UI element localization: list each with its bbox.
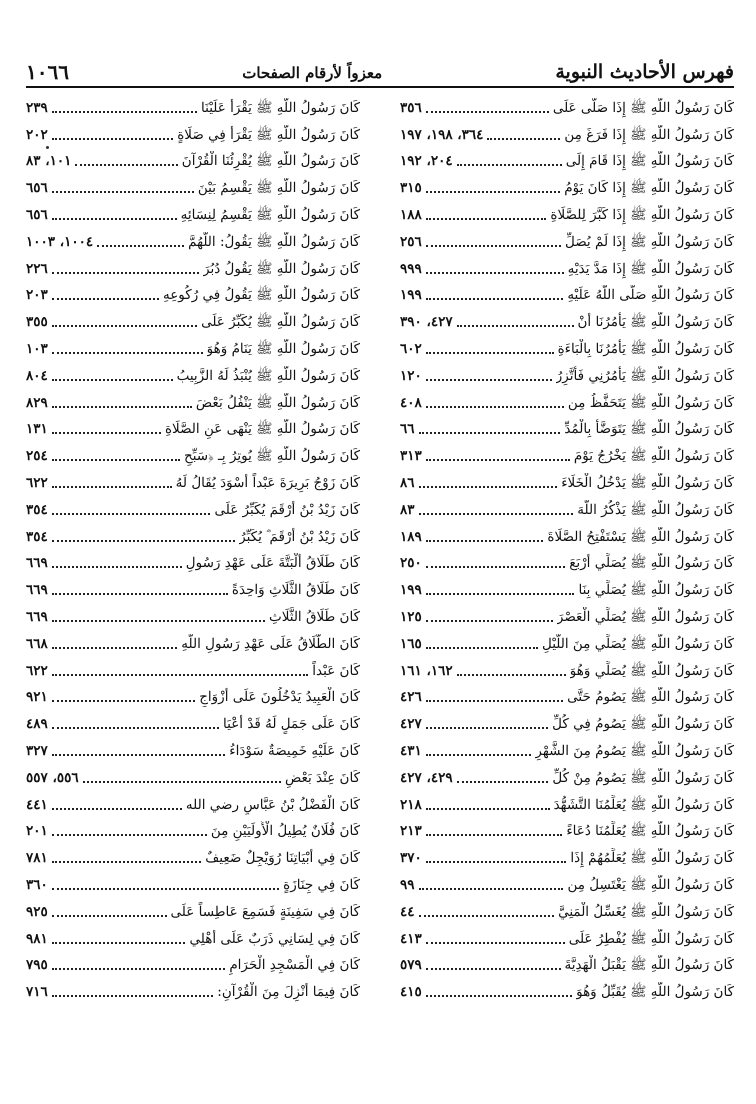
index-entry xyxy=(400,949,734,976)
index-entry xyxy=(400,118,734,145)
index-entry xyxy=(400,520,734,547)
hadith-text: كَانَ رَسُولُ اللَّهِ ﷺ يَغْتَسِلُ مِن xyxy=(567,876,734,893)
index-entry xyxy=(400,332,734,359)
dot-leader xyxy=(52,218,177,220)
hadith-text: كَانَ رَسُولُ اللَّهِ ﷺ يَقُولُ دُبُرَ xyxy=(203,260,360,277)
page-reference: ١٨٩ xyxy=(400,528,422,545)
hadith-text: كَانَ عِنْدَ بَعْضِ xyxy=(284,769,360,786)
dot-leader xyxy=(52,942,186,944)
page-reference: ٣٥٤ xyxy=(26,528,48,545)
dot-leader xyxy=(52,647,178,649)
index-entry xyxy=(400,761,734,788)
index-entry xyxy=(26,359,360,386)
dot-leader xyxy=(52,674,309,676)
dot-leader xyxy=(457,674,566,676)
dot-leader xyxy=(419,513,574,515)
page-reference: ١٩٩ xyxy=(400,582,422,599)
dot-leader xyxy=(52,379,173,381)
index-entry xyxy=(26,868,360,895)
page-reference: ٣١٥ xyxy=(400,180,422,197)
index-entry xyxy=(400,439,734,466)
hadith-text: كَانَ رَسُولُ اللَّهِ ﷺ يُصَلِّي وَهُوَ xyxy=(569,662,734,679)
hadith-text: كَانَ زَوْجُ بَرِيرَةَ عَبْداً أَسْوَدَ يُقَالُ لَهُ xyxy=(175,474,360,491)
index-entry xyxy=(400,413,734,440)
page-reference: ٤٢٧ xyxy=(400,716,422,733)
dot-leader xyxy=(52,138,173,140)
index-entry xyxy=(26,225,360,252)
index-entry xyxy=(26,788,360,815)
left-column xyxy=(26,91,360,1002)
dot-leader xyxy=(52,620,265,622)
hadith-text: كَانَ رَسُولُ اللَّهِ ﷺ يَقْرَأُ عَلَيْنَا xyxy=(201,99,360,116)
page-reference: ٣٦٠ xyxy=(26,876,48,893)
dot-leader xyxy=(426,406,564,408)
index-entry xyxy=(26,386,360,413)
page-reference: ٤١٣ xyxy=(400,930,422,947)
page-reference: ٦٦٩ xyxy=(26,555,48,572)
index-entry xyxy=(26,761,360,788)
hadith-text: كَانَ الْفَضْلُ بْنُ عَبَّاسٍ رضي الله xyxy=(185,796,360,813)
hadith-text: كَانَ الْعَبِيدُ يَدْخُلُونَ عَلَى أَزْوَاجِ xyxy=(199,689,360,706)
hadith-text: كَانَ طَلَاقُ أَلْبَتَّةَ عَلَى عَهْدِ رَسُولِ xyxy=(185,555,360,572)
dot-leader xyxy=(52,513,211,515)
dot-leader xyxy=(426,218,547,220)
hadith-text: كَانَ رَسُولُ اللَّهِ ﷺ يَخْرُجُ يَوْمَ xyxy=(573,448,734,465)
dot-leader xyxy=(52,352,203,354)
dot-leader xyxy=(419,915,555,917)
hadith-text: كَانَ رَسُولُ اللَّهِ ﷺ يُقْرِئُنَا الْقُرْآنَ xyxy=(181,153,360,170)
page-reference: ٤٢٩، ٤٢٧ xyxy=(400,769,453,786)
hadith-text: كَانَ رَسُولُ اللَّهِ ﷺ يَقْسِمُ لِنِسَائِهِ xyxy=(180,206,360,223)
page-reference: ٨٠٤ xyxy=(26,367,48,384)
page-header xyxy=(26,56,734,88)
page-reference: ٨٢٩ xyxy=(26,394,48,411)
hadith-text: كَانَ طَلَاقُ الثَّلَاثِ xyxy=(268,608,360,625)
hadith-text: كَانَ رَسُولُ اللَّهِ ﷺ يَسْتَفْتِحُ الصَّلَاةَ xyxy=(547,528,734,545)
page-reference: ١٢٠ xyxy=(400,367,422,384)
page-reference: ٦٢٢ xyxy=(26,662,48,679)
page-reference: ٦٦ xyxy=(400,421,415,438)
dot-leader xyxy=(426,727,548,729)
dot-leader xyxy=(52,593,228,595)
hadith-text: كَانَ رَسُولُ اللَّهِ ﷺ يَصُومُ حَتَّى xyxy=(567,689,734,706)
dot-leader xyxy=(426,540,544,542)
page-reference: ٣٥٤ xyxy=(26,501,48,518)
index-entry xyxy=(400,386,734,413)
index-entry xyxy=(400,171,734,198)
index-entry xyxy=(400,707,734,734)
index-entry xyxy=(26,681,360,708)
page-reference: ٢٠١ xyxy=(26,823,48,840)
page-reference: ١٦٥ xyxy=(400,635,422,652)
hadith-text: كَانَ رَسُولُ اللَّهِ ﷺ يُصَلِّي بِنَا xyxy=(578,582,734,599)
page-reference: ٤٤ xyxy=(400,903,415,920)
dot-leader xyxy=(426,245,561,247)
dot-leader xyxy=(52,808,182,810)
dot-leader xyxy=(52,432,161,434)
page-reference: ٣١٣ xyxy=(400,448,422,465)
page-reference: ٨٣ xyxy=(400,501,415,518)
index-entry xyxy=(400,895,734,922)
index-entry xyxy=(26,654,360,681)
page-reference: ٩٢١ xyxy=(26,689,48,706)
page-reference: ٦٥٦ xyxy=(26,180,48,197)
dot-leader xyxy=(52,566,182,568)
hadith-text: كَانَ رَسُولُ اللَّهِ ﷺ يُعَلِّمُهُمْ إِذَا xyxy=(570,850,734,867)
dot-leader xyxy=(426,861,567,863)
index-entry xyxy=(26,627,360,654)
dot-leader xyxy=(426,808,550,810)
index-entry xyxy=(400,922,734,949)
index-entry xyxy=(26,547,360,574)
hadith-text: كَانَ رَسُولُ اللَّهِ ﷺ يُغَسِّلُ الْمَنِيَّ xyxy=(558,903,734,920)
page-reference: ٦٦٩ xyxy=(26,582,48,599)
hadith-text: كَانَ رَسُولُ اللَّهِ ﷺ يُقَبِّلُ وَهُوَ xyxy=(576,984,734,1001)
hadith-text: كَانَ رَسُولُ اللَّهِ ﷺ إِذَا صَلَّى عَلَى xyxy=(552,99,734,116)
hadith-text: كَانَ رَسُولُ اللَّهِ ﷺ يَصُومُ فِي كُلِّ xyxy=(552,716,734,733)
page-reference: ٧١٦ xyxy=(26,984,48,1001)
dot-leader xyxy=(97,245,184,247)
dot-leader xyxy=(52,459,180,461)
page-reference: ٢١٣ xyxy=(400,823,422,840)
page-reference: ٢٥٦ xyxy=(400,233,422,250)
index-entry xyxy=(26,520,360,547)
index-entry xyxy=(26,734,360,761)
page-reference: ٨٦ xyxy=(400,474,415,491)
dot-leader xyxy=(52,406,192,408)
page-reference: ٤٢٧، ٣٩٠ xyxy=(400,314,453,331)
index-columns xyxy=(26,91,734,1002)
index-entry xyxy=(26,252,360,279)
index-entry xyxy=(400,252,734,279)
hadith-text: كَانَ رَسُولُ اللَّهِ ﷺ يُفْطِرُ عَلَى xyxy=(568,930,734,947)
page-number: ١٠٦٦ xyxy=(26,60,69,84)
page-reference: ١٨٨ xyxy=(400,206,422,223)
hadith-text: كَانَ رَسُولُ اللَّهِ ﷺ يَتَحَفَّظُ مِن xyxy=(567,394,734,411)
dot-leader xyxy=(52,968,226,970)
hadith-text: كَانَ الطَّلَاقُ عَلَى عَهْدِ رَسُولِ اللَّهِ xyxy=(181,635,360,652)
hadith-text: كَانَ رَسُولُ اللَّهِ ﷺ يَقْبَلُ الْهَدِيَّةَ xyxy=(564,957,734,974)
dot-leader xyxy=(426,754,532,756)
hadith-text: كَانَ زَيْدُ بْنُ أَرْقَمَ يُكَبِّرُ عَلَى xyxy=(214,501,360,518)
hadith-text: كَانَ رَسُولُ اللَّهِ ﷺ يُنْبَذُ لَهُ الزَّبِيبُ xyxy=(176,367,360,384)
page-reference: ٢٥٤ xyxy=(26,448,48,465)
hadith-text: كَانَ فِي لِسَانِي ذَرَبٌ عَلَى أَهْلِي xyxy=(189,930,360,947)
hadith-text: كَانَ رَسُولُ اللَّهِ صَلَّى اللَّهُ عَلَيْهِ xyxy=(567,287,734,304)
page-reference: ١٣١ xyxy=(26,421,48,438)
page-reference: ٧٨١ xyxy=(26,850,48,867)
hadith-text: كَانَ رَسُولُ اللَّهِ ﷺ يَصُومُ مِنْ كُلِّ xyxy=(552,769,734,786)
index-entry xyxy=(400,279,734,306)
page-reference: ١٠٠٤، ١٠٠٣ xyxy=(26,233,94,250)
hadith-text: كَانَ رَسُولُ اللَّهِ ﷺ يَأْمُرُنَا أَنْ xyxy=(577,314,734,331)
dot-leader xyxy=(419,432,561,434)
page-reference: ٥٧٩ xyxy=(400,957,422,974)
index-entry xyxy=(400,627,734,654)
hadith-text: كَانَ عَبْداً xyxy=(312,662,360,679)
dot-leader xyxy=(426,968,561,970)
dot-leader xyxy=(52,700,195,702)
hadith-text: كَانَ رَسُولُ اللَّهِ ﷺ يَدْخُلُ الْخَلَاءَ xyxy=(561,474,734,491)
page-reference: ٢٠٤، ١٩٢ xyxy=(400,153,453,170)
dot-leader xyxy=(426,620,553,622)
dot-leader xyxy=(426,834,563,836)
hadith-text: كَانَ طَلَاقُ الثَّلَاثِ وَاحِدَةً xyxy=(231,582,360,599)
index-entry xyxy=(26,413,360,440)
index-entry xyxy=(26,145,360,172)
hadith-text: كَانَ رَسُولُ اللَّهِ ﷺ يَقْسِمُ بَيْنَ xyxy=(197,180,360,197)
hadith-text: كَانَ رَسُولُ اللَّهِ ﷺ إِذَا كَبَّرَ لِلصَّلَاةِ xyxy=(550,206,734,223)
dot-leader xyxy=(487,138,560,140)
dot-leader xyxy=(426,191,560,193)
hadith-text: كَانَ رَسُولُ اللَّهِ ﷺ إِذَا كَانَ يَوْمُ xyxy=(564,180,734,197)
dot-leader xyxy=(419,888,564,890)
index-entry xyxy=(26,171,360,198)
index-entry xyxy=(400,975,734,1002)
dot-leader xyxy=(426,272,564,274)
page-reference: ٣٥٦ xyxy=(400,99,422,116)
hadith-text: كَانَ رَسُولُ اللَّهِ ﷺ يَنَامُ وَهُوَ xyxy=(206,340,360,357)
dot-leader xyxy=(52,727,219,729)
index-entry xyxy=(26,600,360,627)
page-reference: ٥٥٦، ٥٥٧ xyxy=(26,769,79,786)
index-entry xyxy=(400,91,734,118)
page-reference: ٢٣٩ xyxy=(26,99,48,116)
index-entry xyxy=(26,439,360,466)
page-reference: ٩٨١ xyxy=(26,930,48,947)
dot-leader xyxy=(52,540,235,542)
index-entry xyxy=(400,788,734,815)
index-entry xyxy=(400,573,734,600)
page-reference: ٣٦٤، ١٩٨، ١٩٧ xyxy=(400,126,484,143)
hadith-text: كَانَ رَسُولُ اللَّهِ ﷺ يَأْمُرُنَا بِالْبَاءَةِ xyxy=(557,340,734,357)
hadith-text: كَانَ رَسُولُ اللَّهِ ﷺ يَقُولُ فِي رُكُوعِهِ xyxy=(163,287,360,304)
page-reference: ٦٦٩ xyxy=(26,608,48,625)
index-entry xyxy=(400,359,734,386)
hadith-text: كَانَ رَسُولُ اللَّهِ ﷺ إِذَا لَمْ يُصَلِّ xyxy=(565,233,734,250)
page-reference: ٢٠٣ xyxy=(26,287,48,304)
hadith-text: كَانَ رَسُولُ اللَّهِ ﷺ يَتَوَضَّأُ بِالْمُدِّ xyxy=(564,421,734,438)
index-entry xyxy=(400,600,734,627)
index-entry xyxy=(26,815,360,842)
page-reference: ٣٢٧ xyxy=(26,742,48,759)
page-reference: ١٠٣ xyxy=(26,340,48,357)
dot-leader xyxy=(426,647,538,649)
index-entry xyxy=(400,734,734,761)
hadith-text: كَانَ عَلَيْهِ خَمِيصَةٌ سَوْدَاءُ xyxy=(229,742,360,759)
page-reference: ٣٧٠ xyxy=(400,850,422,867)
page-reference: ٤٨٩ xyxy=(26,716,48,733)
hadith-text: كَانَ رَسُولُ اللَّهِ ﷺ يَنْفُلُ بَعْضَ xyxy=(195,394,360,411)
hadith-text: كَانَ رَسُولُ اللَّهِ ﷺ يُصَلِّي الْعَصْرَ xyxy=(556,608,734,625)
index-entry xyxy=(26,198,360,225)
dot-leader xyxy=(426,700,563,702)
dot-leader xyxy=(426,593,575,595)
index-entry xyxy=(26,466,360,493)
index-entry xyxy=(26,922,360,949)
dot-leader xyxy=(52,834,207,836)
index-entry xyxy=(26,305,360,332)
dot-leader xyxy=(52,754,226,756)
hadith-text: كَانَ فُلَانٌ يُطِيلُ الْأُولَيَيْنِ مِنَ xyxy=(210,823,360,840)
page-reference: ٢٢٦ xyxy=(26,260,48,277)
hadith-text: كَانَ رَسُولُ اللَّهِ ﷺ يُعَلِّمُنَا دُعَاءً xyxy=(566,823,734,840)
hadith-text: كَانَ رَسُولُ اللَّهِ ﷺ يُكَبِّرُ عَلَى xyxy=(201,314,360,331)
page-reference: ٤٤١ xyxy=(26,796,48,813)
page-reference: ١٦٢، ١٦١ xyxy=(400,662,453,679)
hadith-text: كَانَ رَسُولُ اللَّهِ ﷺ يُصَلِّي أَرْبَعَ xyxy=(569,555,734,572)
index-entry xyxy=(26,707,360,734)
hadith-text: كَانَ فِي جِنَازَةٍ xyxy=(283,876,360,893)
hadith-text: كَانَ رَسُولُ اللَّهِ ﷺ يَصُومُ مِنَ الشَّهْرِ xyxy=(535,742,734,759)
page-reference: ٤٢٦ xyxy=(400,689,422,706)
dot-leader xyxy=(52,995,214,997)
dot-leader xyxy=(457,781,549,783)
index-entry xyxy=(26,332,360,359)
hadith-text: كَانَ رَسُولُ اللَّهِ ﷺ إِذَا قَامَ إِلَى xyxy=(565,153,734,170)
index-entry xyxy=(400,198,734,225)
index-subtitle: معزواً لأرقام الصفحات xyxy=(242,64,383,82)
dot-leader xyxy=(52,888,279,890)
hadith-text: كَانَ رَسُولُ اللَّهِ ﷺ يَذْكُرُ اللَّهَ xyxy=(577,501,734,518)
hadith-text: كَانَ فِي الْمَسْجِدِ الْحَرَامِ xyxy=(229,957,360,974)
dot-leader xyxy=(52,486,172,488)
page-reference: ٩٢٥ xyxy=(26,903,48,920)
index-entry xyxy=(400,868,734,895)
dot-leader xyxy=(426,995,572,997)
dot-leader xyxy=(457,325,574,327)
index-entry xyxy=(400,305,734,332)
page-reference: ١٩٩ xyxy=(400,287,422,304)
hadith-text: كَانَ رَسُولُ اللَّهِ ﷺ يَقْرَأُ فِي صَلَاةٍ xyxy=(177,126,360,143)
hadith-text: كَانَ رَسُولُ اللَّهِ ﷺ إِذَا فَرَغَ مِن xyxy=(564,126,734,143)
page-reference: ٣٥٥ xyxy=(26,314,48,331)
index-entry xyxy=(26,91,360,118)
page-reference: ٢١٨ xyxy=(400,796,422,813)
dot-leader xyxy=(75,164,177,166)
page-reference: ٩٩ xyxy=(400,876,415,893)
page-reference: ١٠١، ٨٣ xyxy=(26,153,72,170)
dot-leader xyxy=(426,459,570,461)
dot-leader xyxy=(52,191,194,193)
hadith-text: كَانَ عَلَى جَمَلٍ لَهُ قَدْ أَعْيَا xyxy=(223,716,360,733)
page-reference: ٤٠٨ xyxy=(400,394,422,411)
dot-leader xyxy=(52,861,202,863)
dot-leader xyxy=(426,942,565,944)
hadith-text: كَانَ فِيمَا أُنْزِلَ مِنَ الْقُرْآنِ: xyxy=(217,984,360,1001)
page-reference: ٢٠٢ xyxy=(26,126,48,143)
dot-leader xyxy=(457,164,562,166)
dot-leader xyxy=(426,566,565,568)
index-entry xyxy=(26,493,360,520)
page-reference: ٦٠٢ xyxy=(400,340,422,357)
page-reference: ٤٣١ xyxy=(400,742,422,759)
index-entry xyxy=(400,225,734,252)
hadith-text: كَانَ فِي سَفِينَةٍ فَسَمِعَ عَاطِساً عَلَى xyxy=(170,903,360,920)
page-reference: ٤١٥ xyxy=(400,984,422,1001)
index-title: فهرس الأحاديث النبوية xyxy=(555,61,734,83)
index-entry xyxy=(400,493,734,520)
hadith-text: كَانَ رَسُولُ اللَّهِ ﷺ يُصَلِّي مِنَ اللَّيْلِ xyxy=(541,635,734,652)
dot-leader xyxy=(52,298,159,300)
page-reference: ٧٩٥ xyxy=(26,957,48,974)
page-reference: ١٢٥ xyxy=(400,608,422,625)
index-entry xyxy=(26,573,360,600)
dot-leader xyxy=(83,781,281,783)
dot-leader xyxy=(426,298,564,300)
page-reference: ٩٩٩ xyxy=(400,260,422,277)
dot-leader xyxy=(52,272,199,274)
index-entry xyxy=(400,547,734,574)
dot-leader xyxy=(426,352,554,354)
index-entry xyxy=(400,145,734,172)
index-entry xyxy=(26,949,360,976)
dot-leader xyxy=(52,325,197,327)
hadith-text: كَانَ رَسُولُ اللَّهِ ﷺ يَقُولُ: اللَّهُمَّ xyxy=(188,233,360,250)
index-entry xyxy=(26,841,360,868)
hadith-text: كَانَ رَسُولُ اللَّهِ ﷺ يُوتِرُ بِـ ﴿سَبِّحِ xyxy=(184,448,360,465)
right-column xyxy=(400,91,734,1002)
hadith-text: كَانَ رَسُولُ اللَّهِ ﷺ يَنْهَى عَنِ الصَّلَاةِ xyxy=(164,421,360,438)
hadith-text: كَانَ رَسُولُ اللَّهِ ﷺ إِذَا مَدَّ يَدَيْهِ xyxy=(567,260,734,277)
index-entry xyxy=(26,118,360,145)
dot-leader xyxy=(419,486,558,488)
page-reference: ٢٥٠ xyxy=(400,555,422,572)
dot-leader xyxy=(426,111,549,113)
index-entry xyxy=(26,895,360,922)
dot-leader xyxy=(426,379,552,381)
dot-leader xyxy=(52,111,197,113)
index-entry xyxy=(400,654,734,681)
page-reference: ٦٥٦ xyxy=(26,206,48,223)
index-entry xyxy=(400,841,734,868)
index-entry xyxy=(400,466,734,493)
index-entry xyxy=(26,975,360,1002)
page-reference: ٦٦٨ xyxy=(26,635,48,652)
hadith-text: كَانَ رَسُولُ اللَّهِ ﷺ يَأْمُرُنِي فَأَتَّزِرُ xyxy=(555,367,734,384)
index-entry xyxy=(400,681,734,708)
index-entry xyxy=(400,815,734,842)
hadith-text: كَانَ زَيْدُ بْنُ أَرْقَمَ ؓ يُكَبِّرُ xyxy=(239,528,360,545)
dot-leader xyxy=(52,915,167,917)
page-reference: ٦٢٢ xyxy=(26,474,48,491)
hadith-text: كَانَ رَسُولُ اللَّهِ ﷺ يُعَلِّمُنَا التَّشَهُّدَ xyxy=(553,796,734,813)
hadith-text: كَانَ فِي أَبْيَاتِنَا رُوَيْجِلٌ ضَعِيفٌ xyxy=(205,850,360,867)
index-entry xyxy=(26,279,360,306)
